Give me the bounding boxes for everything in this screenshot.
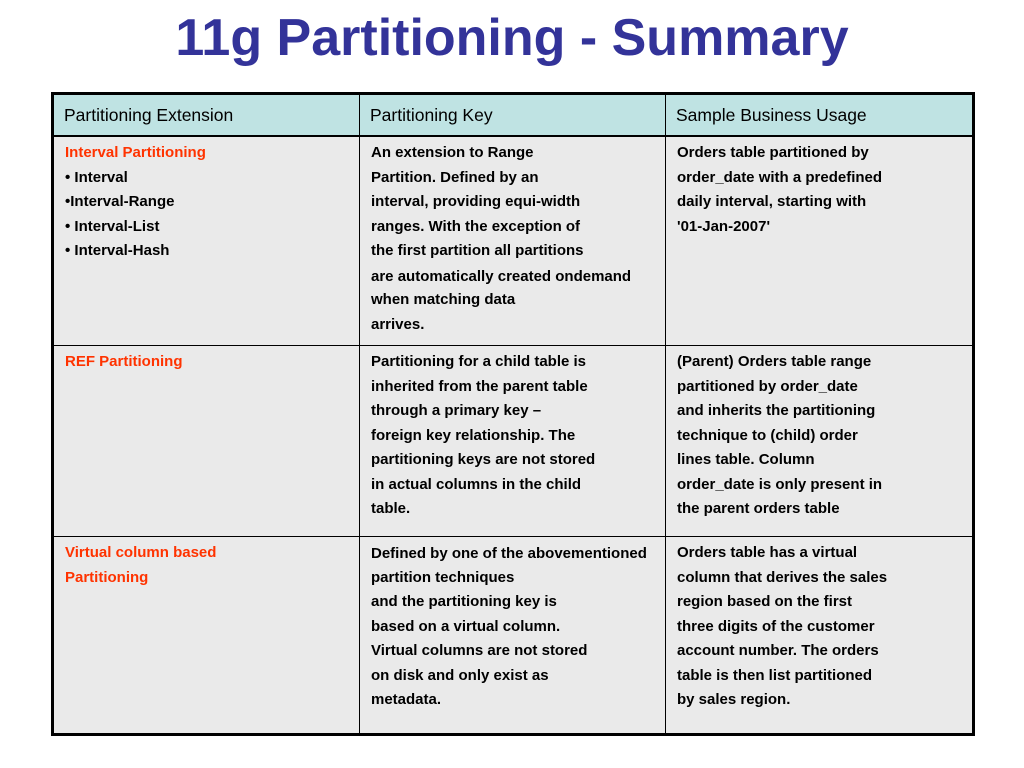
key-cell <box>360 136 666 346</box>
usage-line: '01-Jan-2007' <box>677 217 771 235</box>
key-line: ranges. With the exception of <box>371 217 581 235</box>
key-line: when matching data <box>371 291 516 308</box>
key-line: Partition. Defined by an <box>371 168 539 186</box>
usage-line: the parent orders table <box>677 500 840 517</box>
key-line: inherited from the parent table <box>371 377 588 395</box>
key-line: foreign key relationship. The <box>371 426 576 444</box>
usage-line: technique to (child) order <box>677 426 858 444</box>
usage-line: column that derives the sales <box>677 568 888 586</box>
summary-table <box>51 92 975 736</box>
table-row <box>53 136 974 346</box>
extension-cell <box>53 346 360 537</box>
key-cell <box>360 346 666 537</box>
extension-cell <box>53 537 360 735</box>
key-line: Partitioning for a child table is <box>371 353 587 370</box>
table-row <box>53 346 974 537</box>
key-line: through a primary key – <box>371 402 542 419</box>
key-line: on disk and only exist as <box>371 666 549 684</box>
usage-line: lines table. Column <box>677 451 815 468</box>
extension-cell <box>53 136 360 346</box>
key-line: based on a virtual column. <box>371 617 561 635</box>
extension-subtype: • Interval-Hash <box>65 242 170 259</box>
usage-line: account number. The orders <box>677 642 879 659</box>
usage-line: daily interval, starting with <box>677 193 867 210</box>
key-line: partitioning keys are not stored <box>371 451 596 468</box>
usage-line: three digits of the customer <box>677 617 875 635</box>
key-line: table. <box>371 500 411 517</box>
key-line: and the partitioning key is <box>371 593 557 610</box>
key-line: interval, providing equi-width <box>371 193 581 210</box>
usage-line: Orders table partitioned by <box>677 144 869 161</box>
key-line: Defined by one of the abovementioned <box>371 545 647 562</box>
key-line: metadata. <box>371 691 442 708</box>
usage-line: region based on the first <box>677 593 853 610</box>
usage-line: table is then list partitioned <box>677 666 873 684</box>
extension-subtype: • Interval <box>65 168 128 186</box>
usage-line: order_date with a predefined <box>677 168 883 186</box>
usage-line: partitioned by order_date <box>677 377 858 395</box>
extension-name: REF Partitioning <box>65 353 183 370</box>
usage-cell <box>666 346 974 537</box>
table-row <box>53 537 974 735</box>
usage-line: Orders table has a virtual <box>677 544 858 561</box>
header-sample-business-usage: Sample Business Usage <box>666 94 974 137</box>
extension-subtype: •Interval-Range <box>65 193 175 210</box>
key-line: the first partition all partitions <box>371 242 584 259</box>
key-line: in actual columns in the child <box>371 475 582 493</box>
usage-line: order_date is only present in <box>677 475 883 493</box>
usage-cell <box>666 537 974 735</box>
usage-cell <box>666 136 974 346</box>
usage-line: and inherits the partitioning <box>677 402 876 419</box>
key-line: arrives. <box>371 315 425 333</box>
key-line: An extension to Range <box>371 144 534 161</box>
extension-name: Partitioning <box>65 568 149 586</box>
key-line: Virtual columns are not stored <box>371 642 588 659</box>
extension-name: Interval Partitioning <box>65 144 206 161</box>
key-line: partition techniques <box>371 568 515 586</box>
usage-line: by sales region. <box>677 691 791 708</box>
header-row <box>53 94 974 137</box>
extension-subtype: • Interval-List <box>65 217 160 235</box>
slide-title: 11g Partitioning - Summary <box>175 9 849 67</box>
header-partitioning-extension: Partitioning Extension <box>53 94 360 137</box>
header-partitioning-key: Partitioning Key <box>360 94 666 137</box>
key-line: are automatically created ondemand <box>371 267 632 285</box>
usage-line: (Parent) Orders table range <box>677 353 872 370</box>
extension-name: Virtual column based <box>65 544 217 561</box>
key-cell <box>360 537 666 735</box>
